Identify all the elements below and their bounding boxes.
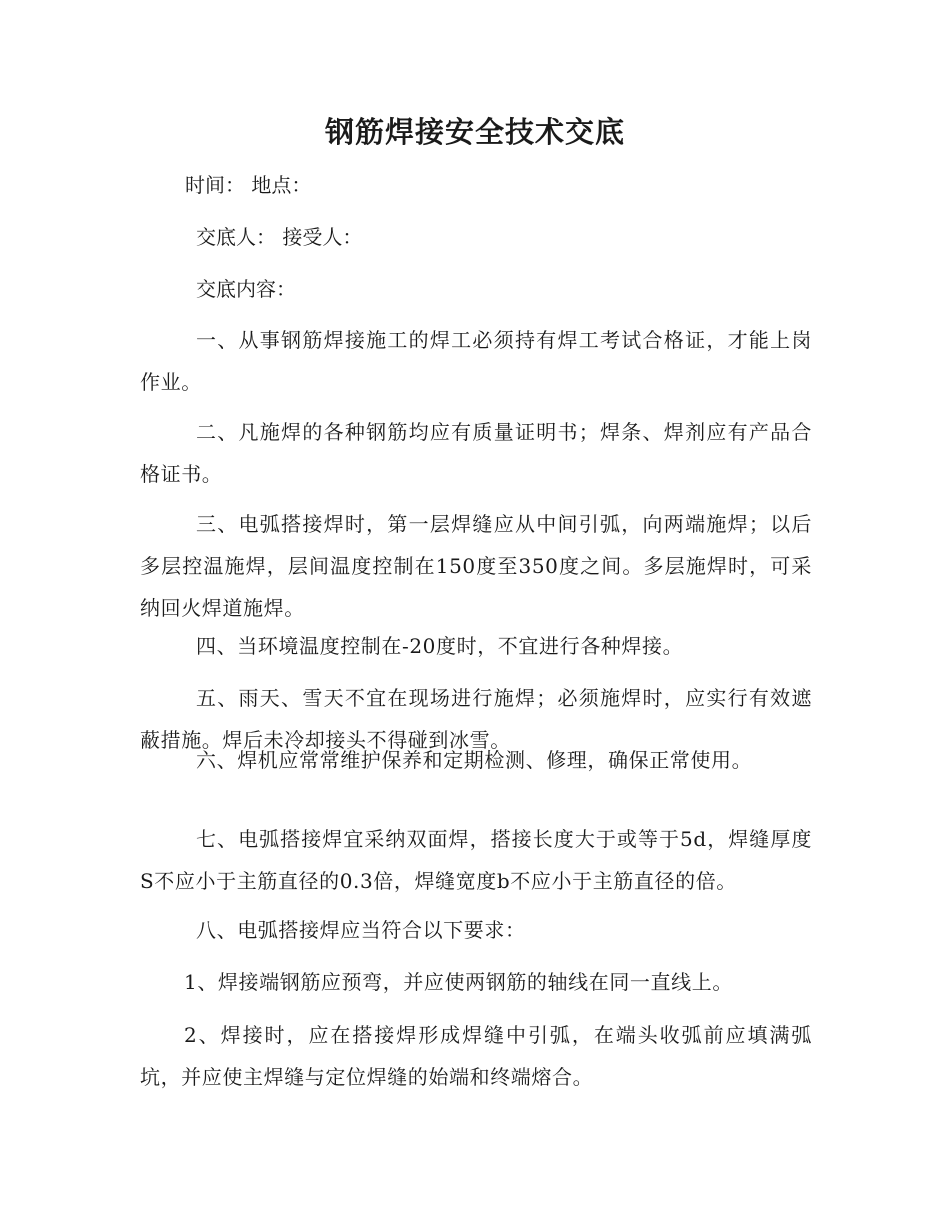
- subitem-2: 2、焊接时，应在搭接焊形成焊缝中引弧，在端头收弧前应填满弧坑，并应使主焊缝与定位焊缝的始端和终端熔合。: [140, 1023, 812, 1089]
- item-1: 一、从事钢筋焊接施工的焊工必须持有焊工考试合格证，才能上岗作业。: [140, 328, 812, 394]
- document-title: 钢筋焊接安全技术交底: [324, 115, 625, 149]
- item-4: 四、当环境温度控制在-20度时，不宜进行各种焊接。: [196, 634, 684, 658]
- item-5: 五、雨天、雪天不宜在现场进行施焊；必须施焊时，应实行有效遮蔽措施。焊后未冷却接头不得碰到冰雪。: [140, 686, 812, 752]
- persons-line: 交底人： 接受人：: [196, 225, 363, 249]
- time-place-line: 时间： 地点：: [185, 173, 312, 197]
- item-7: 七、电弧搭接焊宜采纳双面焊，搭接长度大于或等于5d，焊缝厚度S不应小于主筋直径的0.3倍，焊缝宽度b不应小于主筋直径的倍。: [140, 827, 812, 893]
- item-6: 六、焊机应常常维护保养和定期检测、修理，确保正常使用。: [196, 748, 753, 772]
- item-2: 二、凡施焊的各种钢筋均应有质量证明书；焊条、焊剂应有产品合格证书。: [140, 420, 812, 486]
- subitem-1: 1、焊接端钢筋应预弯，并应使两钢筋的轴线在同一直线上。: [184, 970, 733, 994]
- item-8: 八、电弧搭接焊应当符合以下要求：: [196, 918, 526, 942]
- content-label: 交底内容：: [196, 277, 296, 301]
- item-3: 三、电弧搭接焊时，第一层焊缝应从中间引弧，向两端施焊；以后多层控温施焊，层间温度控制在150度至350度之间。多层施焊时，可采纳回火焊道施焊。: [140, 512, 812, 620]
